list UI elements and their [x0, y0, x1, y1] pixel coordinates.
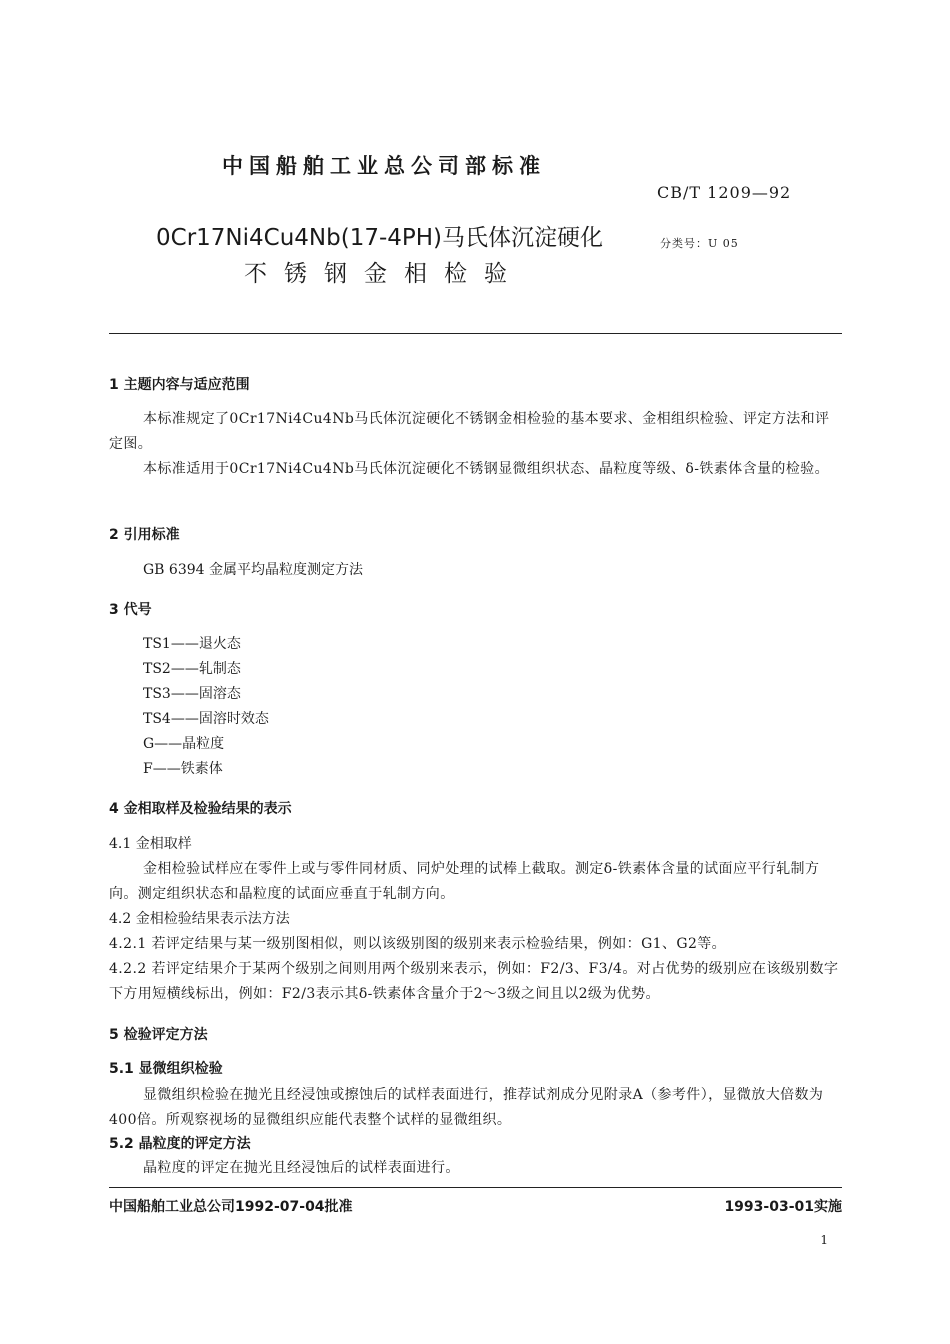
- subsection-4-1-paragraph: 金相检验试样应在零件上或与零件同材质、同炉处理的试棒上截取。测定δ-铁素体含量的试面应平行轧制方向。测定组织状态和晶粒度的试面应垂直于轧制方向。: [109, 861, 820, 902]
- subsection-5-2-paragraph: 晶粒度的评定在抛光且经浸蚀后的试样表面进行。: [143, 1160, 460, 1176]
- section-3-heading: 3 代号: [109, 602, 152, 618]
- section-5-heading: 5 检验评定方法: [109, 1027, 208, 1043]
- code-item: TS3——固溶态: [143, 686, 241, 702]
- title-line-1: 0Cr17Ni4Cu4Nb(17-4PH)马氏体沉淀硬化: [156, 225, 604, 251]
- section-2-heading: 2 引用标准: [109, 527, 180, 543]
- subsection-4-1-heading: 4.1 金相取样: [109, 836, 192, 852]
- effective-date: 1993-03-01实施: [724, 1199, 842, 1215]
- code-item: TS2——轧制态: [143, 661, 241, 677]
- code-item: G——晶粒度: [143, 736, 225, 752]
- issuing-organization: 中国船舶工业总公司部标准: [222, 154, 546, 178]
- section-1-heading: 1 主题内容与适应范围: [109, 377, 250, 393]
- code-item: TS1——退火态: [143, 636, 241, 652]
- subsection-5-2-heading: 5.2 晶粒度的评定方法: [109, 1136, 251, 1152]
- section-1-paragraph-2: 本标准适用于0Cr17Ni4Cu4Nb马氏体沉淀硬化不锈钢显微组织状态、晶粒度等级、δ-铁素体含量的检验。: [143, 461, 829, 477]
- clause-4-2-2: 4.2.2 若评定结果介于某两个级别之间则用两个级别来表示，例如：F2/3、F3/4。对占优势的级别应在该级别数字下方用短横线标出，例如：F2/3表示其δ-铁素体含量介于2～3级之间且以2级为优势。: [109, 961, 839, 1002]
- clause-4-2-1: 4.2.1 若评定结果与某一级别图相似，则以该级别图的级别来表示检验结果，例如：G1、G2等。: [109, 936, 727, 952]
- classification-number: 分类号：U 05: [660, 237, 739, 250]
- section-4-heading: 4 金相取样及检验结果的表示: [109, 801, 292, 817]
- section-1-paragraph-1: 本标准规定了0Cr17Ni4Cu4Nb马氏体沉淀硬化不锈钢金相检验的基本要求、金相组织检验、评定方法和评定图。: [109, 411, 830, 452]
- subsection-5-1-heading: 5.1 显微组织检验: [109, 1061, 223, 1077]
- code-item: TS4——固溶时效态: [143, 711, 269, 727]
- standard-code: CB/T 1209—92: [657, 183, 792, 202]
- subsection-5-1-paragraph: 显微组织检验在抛光且经浸蚀或擦蚀后的试样表面进行，推荐试剂成分见附录A（参考件），显微放大倍数为400倍。所观察视场的显微组织应能代表整个试样的显微组织。: [109, 1087, 824, 1128]
- code-item: F——铁素体: [143, 761, 223, 777]
- reference-standard: GB 6394 金属平均晶粒度测定方法: [143, 562, 364, 578]
- title-line-2: 不锈钢金相检验: [244, 261, 524, 287]
- page-number: 1: [820, 1233, 828, 1247]
- header-divider: [109, 333, 842, 334]
- footer-divider: [109, 1187, 842, 1188]
- approval-date: 中国船舶工业总公司1992-07-04批准: [109, 1199, 353, 1215]
- subsection-4-2-heading: 4.2 金相检验结果表示法方法: [109, 911, 290, 927]
